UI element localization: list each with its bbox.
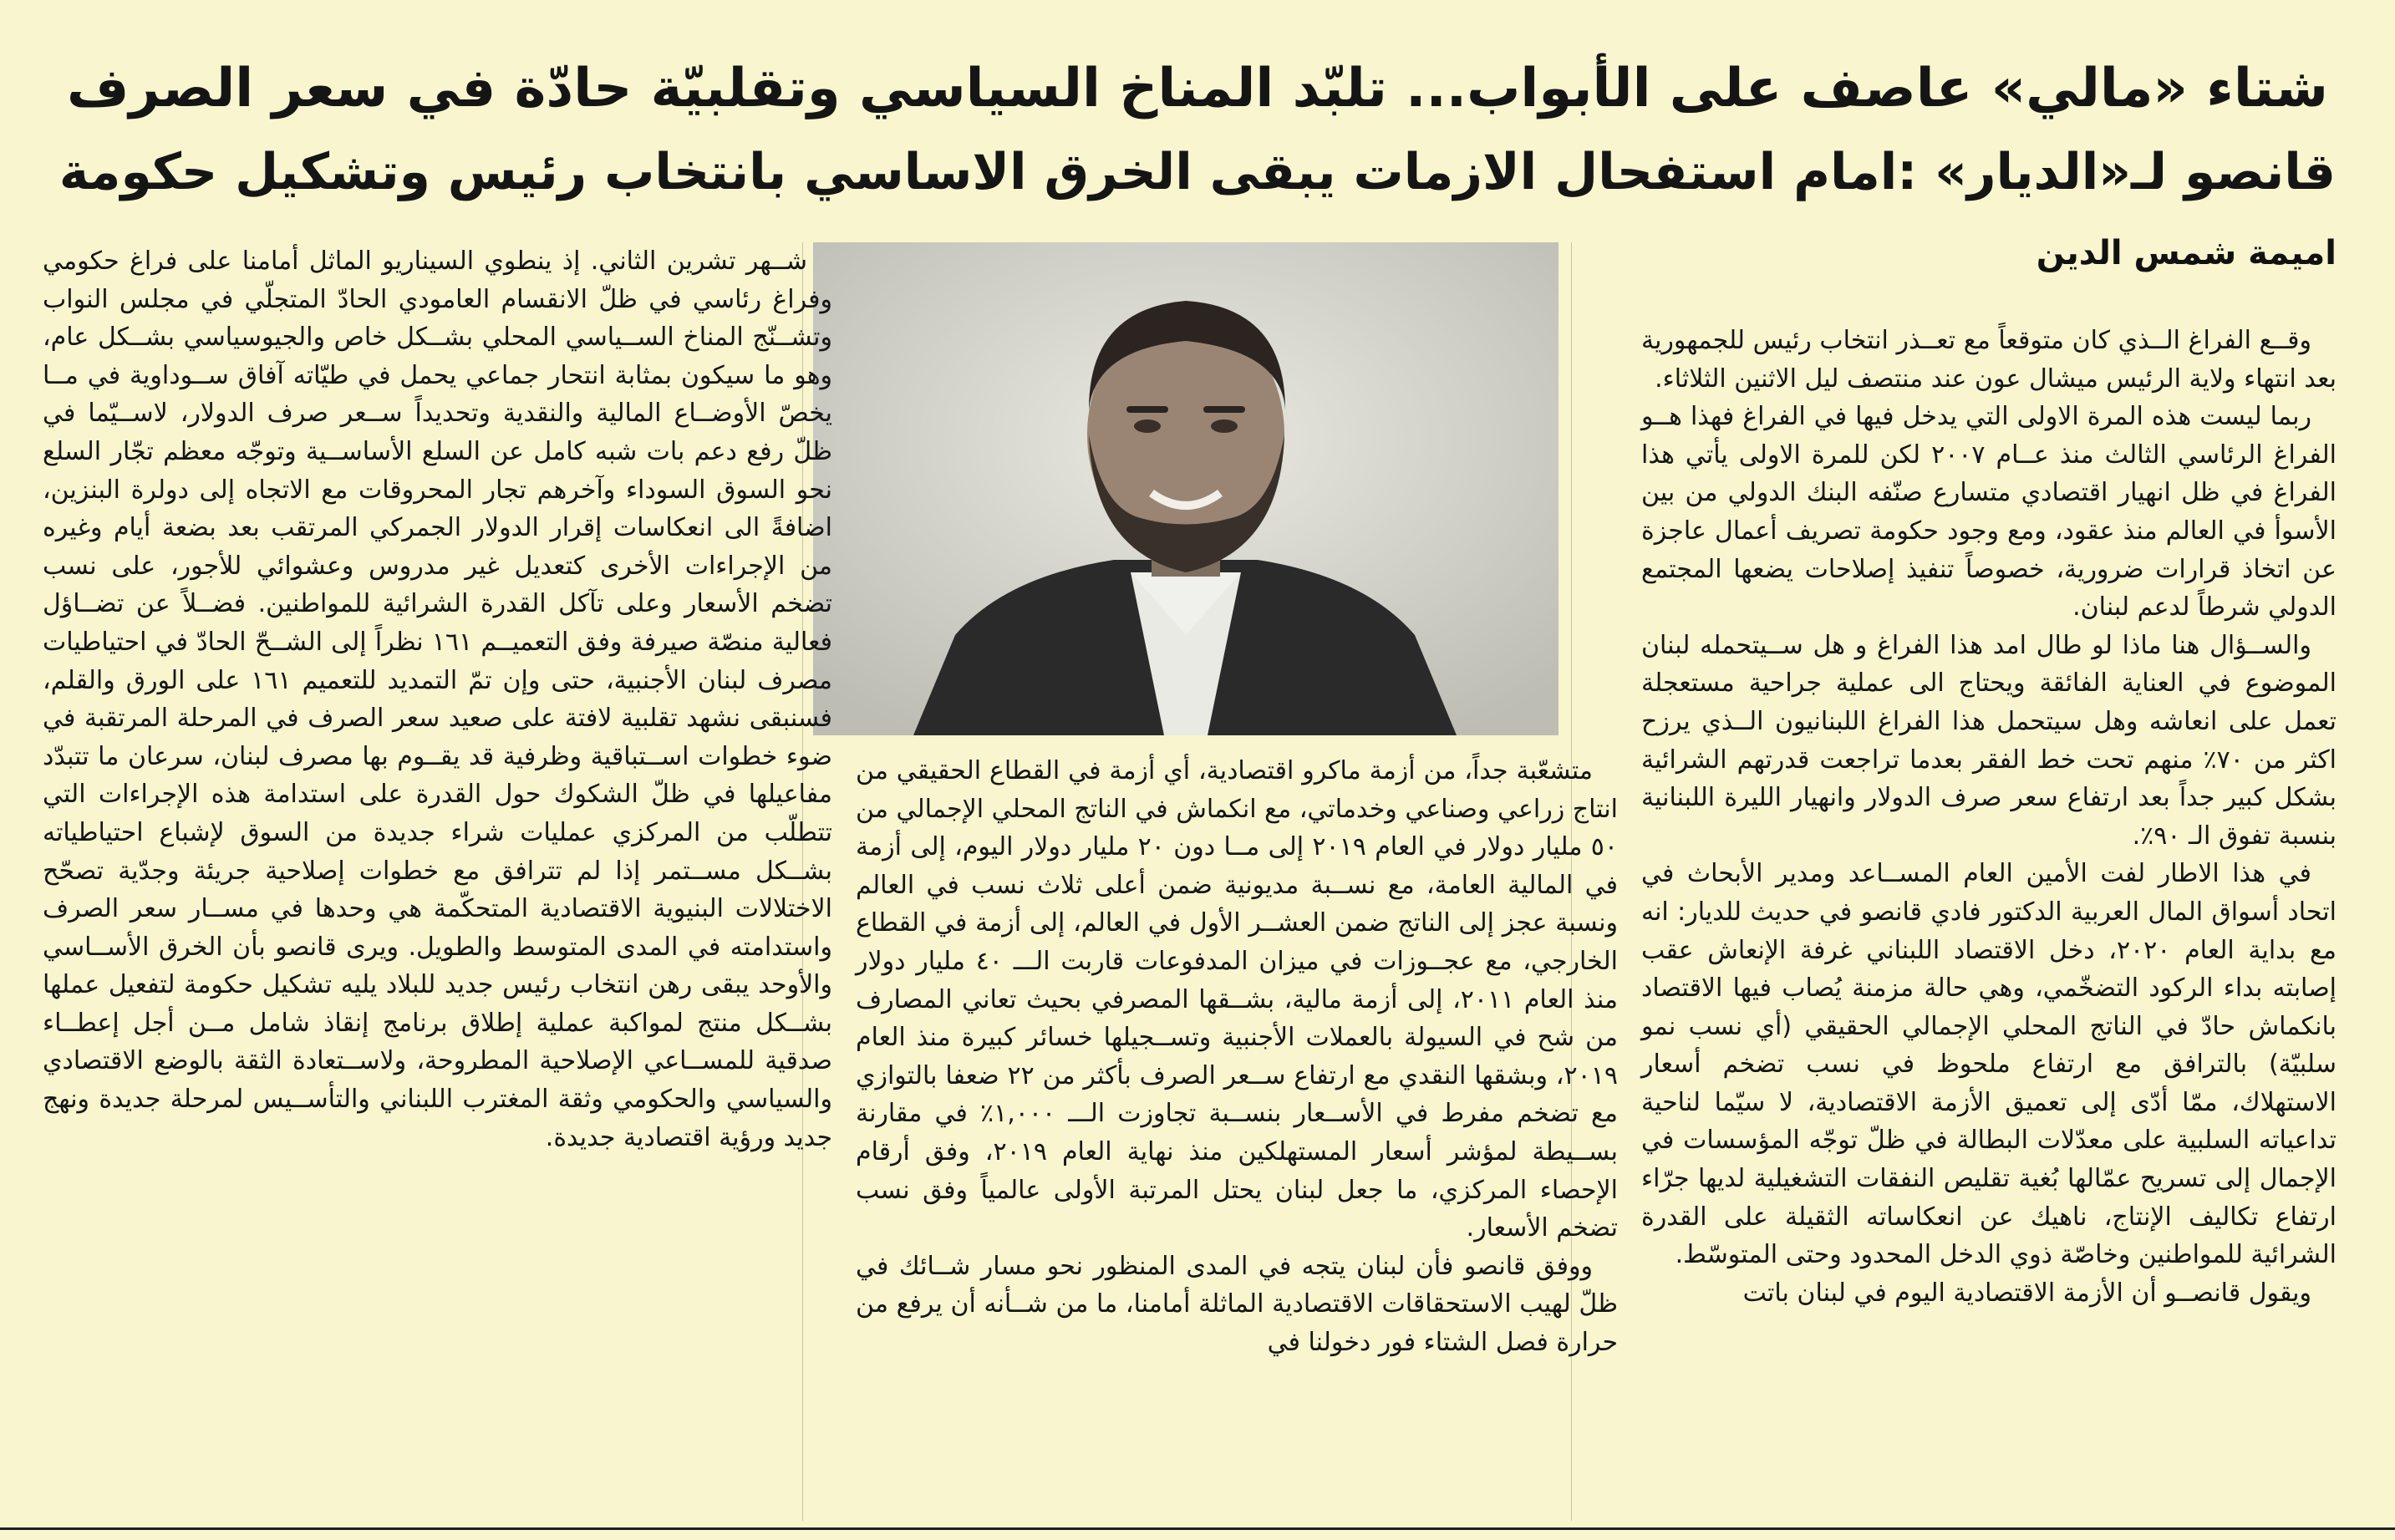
portrait-photo (813, 242, 1559, 735)
paragraph: ربما ليست هذه المرة الاولى التي يدخل فيها في الفراغ فهذا هــو الفراغ الرئاسي الثالث منذ عــام ٢٠٠٧ لكن للمرة الاولى يأتي هذا الفراغ في ظل انهيار اقتصادي متسارع صنّفه البنك الدولي من بين الأسوأ في العالم منذ عقود، ومع وجود حكومة تصريف أعمال عاجزة عن اتخاذ قرارات ضرورية، خصوصاً تنفيذ إصلاحات يضعها المجتمع الدولي شرطاً لدعم لبنان. (1641, 402, 2337, 623)
paragraph: وقــع الفراغ الــذي كان متوقعاً مع تعــذر انتخاب رئيس للجمهورية بعد انتهاء ولاية الرئيس ميشال عون عند منتصف ليل الاثنين الثلاثاء. (1641, 326, 2337, 394)
article-column-right (1641, 322, 2337, 1312)
paragraph: شــهر تشرين الثاني. إذ ينطوي السيناريو الماثل أمامنا على فراغ حكومي وفراغ رئاسي في ظلّ الانقسام العامودي الحادّ المتجلّي في مجلس النواب وتشــنّج المناخ الســياسي المحلي بشــكل خاص والجيوسياسي بشــكل عام، وهو ما سيكون بمثابة انتحار جماعي يحمل في طيّاته آفاق ســوداوية في مــا يخصّ الأوضــاع المالية والنقدية وتحديداً ســعر صرف الدولار، لاســيّما في ظلّ رفع دعم بات شبه كامل عن السلع الأساســية وتوجّه معظم تجّار السلع نحو السوق السوداء وآخرهم تجار المحروقات مع الاتجاه إلى دولرة البنزين، اضافةً الى انعكاسات إقرار الدولار الجمركي المرتقب بعد بضعة أيام وغيره من الإجراءات الأخرى كتعديل غير مدروس وعشوائي للأجور، على نسب تضخم الأسعار وعلى تآكل القدرة الشرائية للمواطنين. فضــلاً عن تضــاؤل فعالية منصّة صيرفة وفق التعميــم ١٦١ نظراً إلى الشــحّ الحادّ في احتياطيات مصرف لبنان الأجنبية، حتى وإن تمّ التمديد للتعميم ١٦١ على الورق والقلم، فسنبقى نشهد تقلبية لافتة على صعيد سعر الصرف في المرحلة المرتقبة في ضوء خطوات اســتباقية وظرفية قد يقــوم بها مصرف لبنان، سرعان ما تتبدّد مفاعيلها في ظلّ الشكوك حول القدرة على استدامة هذه الإجراءات التي تتطلّب من المركزي عمليات شراء جديدة من السوق لإشباع احتياطياته بشــكل مســتمر إذا لم تترافق مع خطوات إصلاحية جريئة وجدّية تصحّح الاختلالات البنيوية الاقتصادية المتحكّمة هي وحدها في مســار سعر الصرف واستدامته في المدى المتوسط والطويل. ويرى قانصو بأن الخرق الأســاسي والأوحد يبقى رهن انتخاب رئيس جديد للبلاد يليه تشكيل حكومة لتفعيل عملها بشــكل منتج لمواكبة عملية إطلاق برنامج إنقاذ شامل مــن أجل إعطــاء صدقية للمســاعي الإصلاحية المطروحة، ولاســتعادة الثقة بالوضع الاقتصادي والسياسي والحكومي وثقة المغترب اللبناني والتأســيس لمرحلة جديدة ونهج جديد ورؤية اقتصادية جديدة. (43, 247, 832, 1152)
paragraph: والســؤال هنا ماذا لو طال امد هذا الفراغ و هل ســيتحمله لبنان الموضوع في العناية الفائقة ويحتاج الى عملية جراحية مستعجلة تعمل على انعاشه وهل سيتحمل هذا الفراغ اللبنانيون الــذي يرزح اكثر من ٧٠٪ منهم تحت خط الفقر بعدما تراجعت قدرتهم الشرائية بشكل كبير جداً بعد ارتفاع سعر صرف الدولار وانهيار الليرة اللبنانية بنسبة تفوق الـ ٩٠٪. (1641, 630, 2337, 851)
paragraph: في هذا الاطار لفت الأمين العام المســاعد ومدير الأبحاث في اتحاد أسواق المال العربية الدكتور فادي قانصو في حديث للديار: انه مع بداية العام ٢٠٢٠، دخل الاقتصاد اللبناني غرفة الإنعاش عقب إصابته بداء الركود التضخّمي، وهي حالة مزمنة يُصاب فيها الاقتصاد بانكماش حادّ في الناتج المحلي الإجمالي الحقيقي (أي نسب نمو سلبيّة) بالترافق مع ارتفاع ملحوظ في نسب تضخم أسعار الاستهلاك، ممّا أدّى إلى تعميق الأزمة الاقتصادية، لا سيّما لناحية تداعياته السلبية على معدّلات البطالة في ظلّ توجّه المؤسسات في الإجمال إلى تسريح عمّالها بُغية تقليص النفقات التشغيلية لديها جرّاء ارتفاع تكاليف الإنتاج، ناهيك عن انعكاساته الثقيلة على القدرة الشرائية للمواطنين وخاصّة ذوي الدخل المحدود وحتى المتوسّط. (1641, 859, 2337, 1270)
article-column-middle (856, 752, 1618, 1362)
portrait-illustration (813, 242, 1559, 735)
article-column-left (43, 242, 832, 1156)
headline-line-1: شتاء «مالي» عاصف على الأبواب... تلبّد المناخ السياسي وتقلبيّة حادّة في سعر الصرف (67, 58, 2328, 119)
headline-line-2: قانصو لـ«الديار» :امام استفحال الازمات يبقى الخرق الاساسي بانتخاب رئيس وتشكيل حكومة (58, 143, 2337, 201)
paragraph: متشعّبة جداً، من أزمة ماكرو اقتصادية، أي أزمة في القطاع الحقيقي من انتاج زراعي وصناعي وخدماتي، مع انكماش في الناتج المحلي الإجمالي من ٥٠ مليار دولار في العام ٢٠١٩ إلى مــا دون ٢٠ مليار دولار اليوم، إلى أزمة في المالية العامة، مع نســبة مديونية ضمن أعلى ثلاث نسب في العالم ونسبة عجز إلى الناتج ضمن العشــر الأول في العالم، إلى أزمة في القطاع الخارجي، مع عجــوزات في ميزان المدفوعات قاربت الـــ ٤٠ مليار دولار منذ العام ٢٠١١، إلى أزمة مالية، بشــقها المصرفي بحيث تعاني المصارف من شح في السيولة بالعملات الأجنبية وتســجيلها خسائر كبيرة منذ العام ٢٠١٩، وبشقها النقدي مع ارتفاع ســعر الصرف بأكثر من ٢٢ ضعفا بالتوازي مع تضخم مفرط في الأســعار بنســبة تجاوزت الـــ ١,٠٠٠٪ في مقارنة بســيطة لمؤشر أسعار المستهلكين منذ نهاية العام ٢٠١٩، وفق أرقام الإحصاء المركزي، ما جعل لبنان يحتل المرتبة الأولى عالمياً وفق نسب تضخم الأسعار. (856, 756, 1618, 1243)
bottom-rule (0, 1527, 2395, 1530)
paragraph: ويقول قانصــو أن الأزمة الاقتصادية اليوم في لبنان باتت (1742, 1278, 2311, 1308)
paragraph: ووفق قانصو فأن لبنان يتجه في المدى المنظور نحو مسار شــائك في ظلّ لهيب الاستحقاقات الاقتصادية الماثلة أمامنا، ما من شــأنه أن يرفع من حرارة فصل الشتاء فور دخولنا في (856, 1251, 1618, 1357)
author-byline: اميمة شمس الدين (2036, 234, 2337, 272)
